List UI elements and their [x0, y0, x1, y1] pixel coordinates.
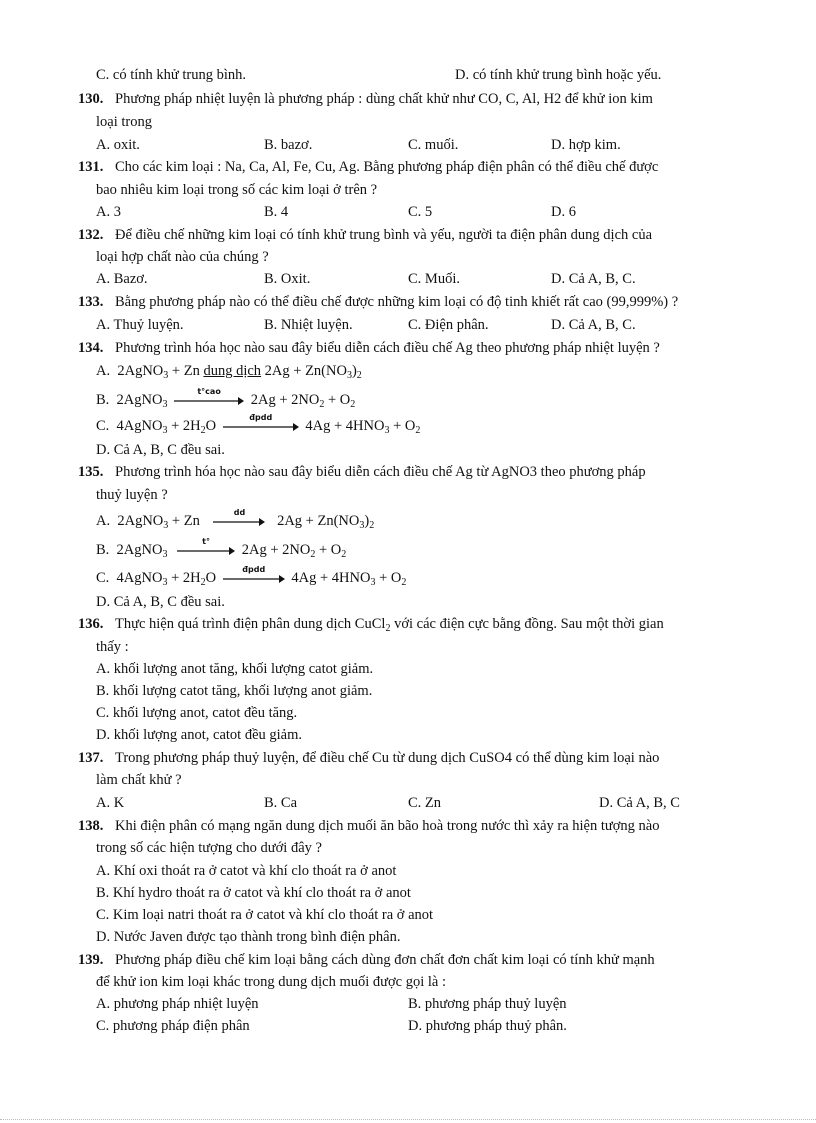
- question-139: [78, 951, 655, 969]
- question-133: [78, 293, 678, 311]
- question-text: Phương trình hóa học nào sau đây biểu diễn cách điều chế Ag theo phương pháp nhiệt luyện ?: [115, 340, 660, 356]
- option-label: B.: [96, 542, 110, 558]
- question-number: 135.: [78, 464, 104, 480]
- question-number: 134.: [78, 340, 104, 356]
- reaction-arrow-icon: [223, 565, 285, 587]
- page-bottom-rule: [0, 1119, 816, 1120]
- question-text: Cho các kim loại : Na, Ca, Al, Fe, Cu, Ag. Bằng phương pháp điện phân có thể điều chế được: [115, 159, 659, 175]
- option-b: B. Nhiệt luyện.: [264, 317, 353, 333]
- question-text-cont: làm chất khử ?: [96, 772, 182, 788]
- option-b: B. Oxit.: [264, 271, 311, 287]
- equation-a: A. 2AgNO$_3$ + Zn dung dịch $2Ag + Zn(NO_3)_2$: [96, 363, 362, 381]
- question-number: 132.: [78, 227, 104, 243]
- question-text: Phương pháp nhiệt luyện là phương pháp : dùng chất khử như CO, C, Al, H2 để khử ion kim: [115, 91, 653, 107]
- option-b: B. 4: [264, 204, 289, 220]
- option-d: D. Cả A, B, C.: [551, 271, 636, 287]
- option-a: A. 3: [96, 204, 121, 220]
- option-d: D. 6: [551, 204, 576, 220]
- option-c: C. phương pháp điện phân: [96, 1018, 250, 1034]
- question-135: [78, 463, 646, 481]
- option-c: C. có tính khử trung bình.: [96, 67, 247, 83]
- option-c: C. khối lượng anot, catot đều tăng.: [96, 705, 298, 721]
- option-b: B. bazơ.: [264, 137, 313, 153]
- equation-c: C. 4AgNO$_3$ + $2H_2O$ đpdd $4Ag + 4HNO_3 + O_2$: [96, 413, 421, 436]
- question-text-cont: thấy :: [96, 639, 129, 655]
- equation-b: B. 2AgNO$_3$ t°cao $2Ag + 2NO_2 + O_2$: [96, 387, 356, 410]
- option-b: B. Ca: [264, 795, 298, 811]
- option-c: C. muối.: [408, 137, 459, 153]
- question-130: [78, 90, 653, 108]
- question-text-cont: loại hợp chất nào của chúng ?: [96, 249, 269, 265]
- equation-c: C. 4AgNO$_3$ + $2H_2O$ đpdd $4Ag + 4HNO_3 + O_2$: [96, 565, 407, 588]
- reaction-arrow-icon: [213, 508, 265, 530]
- option-c: C. Zn: [408, 795, 442, 811]
- equation-a: A. 2AgNO$_3$ + Zn dd $2Ag + Zn(NO_3)_2$: [96, 508, 375, 531]
- option-c: C. Điện phân.: [408, 317, 489, 333]
- question-138: [78, 817, 659, 835]
- option-label: B.: [96, 392, 110, 408]
- reaction-arrow-icon: [177, 537, 235, 559]
- option-d: D. có tính khử trung bình hoặc yếu.: [455, 67, 662, 83]
- question-number: 131.: [78, 159, 104, 175]
- reaction-condition: dd: [233, 508, 246, 517]
- question-number: 130.: [78, 91, 104, 107]
- option-a: A. Khí oxi thoát ra ở catot và khí clo thoát ra ở anot: [96, 863, 397, 879]
- option-c: C. 5: [408, 204, 433, 220]
- option-c: C. Muối.: [408, 271, 460, 287]
- reaction-arrow-icon: [174, 387, 244, 409]
- question-number: 136.: [78, 616, 104, 632]
- question-text: Thực hiện quá trình điện phân dung dịch CuCl$_2$ với các điện cực bằng đồng. Sau một thời gian: [115, 616, 664, 634]
- option-a: A. Thuỷ luyện.: [96, 317, 184, 333]
- option-a: A. Bazơ.: [96, 271, 148, 287]
- question-text: Bằng phương pháp nào có thể điều chế được những kim loại có độ tinh khiết rất cao (99,999%) ?: [115, 294, 679, 310]
- option-d: D. khối lượng anot, catot đều giảm.: [96, 727, 303, 743]
- question-131: [78, 158, 658, 176]
- reaction-condition: đpdd: [249, 413, 273, 422]
- question-137: [78, 749, 659, 767]
- question-text: Trong phương pháp thuỷ luyện, để điều chế Cu từ dung dịch CuSO4 có thể dùng kim loại nào: [115, 750, 660, 766]
- option-d: D. Cả A, B, C đều sai.: [96, 442, 225, 458]
- question-text: Phương trình hóa học nào sau đây biểu diễn cách điều chế Ag từ AgNO3 theo phương pháp: [115, 464, 646, 480]
- option-d: D. hợp kim.: [551, 137, 621, 153]
- question-text: Để điều chế những kim loại có tính khử trung bình và yếu, người ta điện phân dung dịch của: [115, 227, 653, 243]
- reaction-condition: t°: [202, 537, 210, 546]
- option-d: D. phương pháp thuỷ phân.: [408, 1018, 567, 1034]
- option-a: A. oxit.: [96, 137, 140, 153]
- reaction-condition: t°cao: [197, 387, 221, 396]
- question-text: Khi điện phân có mạng ngăn dung dịch muối ăn bão hoà trong nước thì xảy ra hiện tượng nào: [115, 818, 660, 834]
- reaction-condition: đpdd: [242, 565, 266, 574]
- option-b: B. khối lượng catot tăng, khối lượng anot giảm.: [96, 683, 373, 699]
- question-text-cont: thuỷ luyện ?: [96, 487, 168, 503]
- question-number: 137.: [78, 750, 104, 766]
- question-text-cont: bao nhiêu kim loại trong số các kim loại ở trên ?: [96, 182, 378, 198]
- question-number: 139.: [78, 952, 104, 968]
- option-label: C.: [96, 570, 110, 586]
- option-a: A. khối lượng anot tăng, khối lượng catot giảm.: [96, 661, 374, 677]
- question-number: 138.: [78, 818, 104, 834]
- option-label: A.: [96, 513, 111, 529]
- question-text-cont: để khử ion kim loại khác trong dung dịch muối được gọi là :: [96, 974, 446, 990]
- reaction-condition: dung dịch: [203, 363, 262, 379]
- question-text-cont: trong số các hiện tượng cho dưới đây ?: [96, 840, 322, 856]
- option-b: B. Khí hydro thoát ra ở catot và khí clo thoát ra ở anot: [96, 885, 411, 901]
- option-d: D. Nước Javen được tạo thành trong bình điện phân.: [96, 929, 401, 945]
- question-text: Phương pháp điều chế kim loại bằng cách dùng đơn chất đơn chất kim loại có tính khử mạnh: [115, 952, 655, 968]
- question-number: 133.: [78, 294, 104, 310]
- option-c: C. Kim loại natri thoát ra ở catot và khí clo thoát ra ở anot: [96, 907, 434, 923]
- question-136: [78, 615, 664, 633]
- option-a: A. phương pháp nhiệt luyện: [96, 996, 259, 1012]
- option-d: D. Cả A, B, C: [599, 795, 680, 811]
- equation-b: B. 2AgNO$_3$ t° $2Ag + 2NO_2 + O_2$: [96, 537, 347, 560]
- question-132: [78, 226, 652, 244]
- option-label: C.: [96, 418, 110, 434]
- option-d: D. Cả A, B, C.: [551, 317, 636, 333]
- question-text-cont: loại trong: [96, 114, 152, 130]
- option-label: A.: [96, 363, 111, 379]
- option-b: B. phương pháp thuỷ luyện: [408, 996, 567, 1012]
- option-a: A. K: [96, 795, 125, 811]
- reaction-arrow-icon: [223, 413, 299, 435]
- option-d: D. Cả A, B, C đều sai.: [96, 594, 225, 610]
- question-134: [78, 339, 660, 357]
